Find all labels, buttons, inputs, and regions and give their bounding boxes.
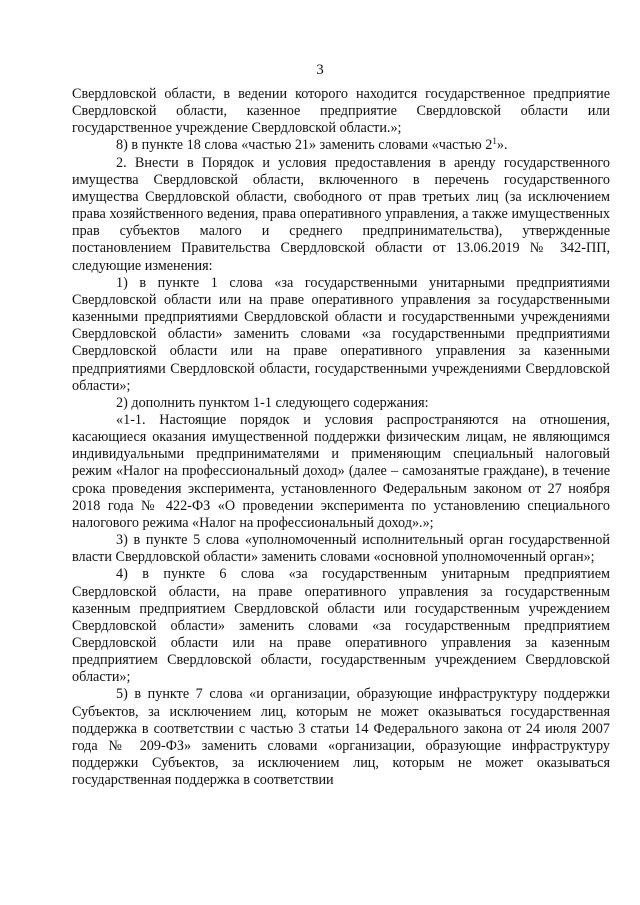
paragraph-subitem-4: 4) в пункте 6 слова «за государственным унитарным предприятием Свердловской области, на праве оперативного управления за государственным казенным предприятием Свердловской области или государственным учреждением Свердловской области» заменить словами «за государственным предприятием Свердловской области или на праве оперативного управления за казенным предприятием Свердловской области, государственным учреждением Свердловской области»;	[72, 566, 610, 686]
paragraph-subitem-1: 1) в пункте 1 слова «за государственными унитарными предприятиями Свердловской области или на праве оперативного управления за государственными казенными предприятиями Свердловской области и государственными учреждениями Свердловской области» заменить словами «за государственными предприятиями Свердловской области или на праве оперативного управления за казенными предприятиями Свердловской области, государственными учреждениями Свердловской области»;	[72, 274, 610, 394]
page-number: 3	[316, 62, 324, 78]
paragraph-quote-1-1: «1-1. Настоящие порядок и условия распространяются на отношения, касающиеся оказания имущественной поддержки физическим лицам, не являющимся индивидуальными предпринимателями и применяющим специальный налоговый режим «Налог на профессиональный доход» (далее – самозанятые граждане), в течение срока проведения эксперимента, установленного Федеральным законом от 27 ноября 2018 года № 422-ФЗ «О проведении эксперимента по установлению специального налогового режима «Налог на профессиональный доход».»;	[72, 411, 610, 531]
paragraph-continuation: Свердловской области, в ведении которого находится государственное предприятие Свердловской области, казенное предприятие Свердловской области или государственное учреждение Свердловской области.»;	[72, 86, 610, 137]
paragraph-item-8-tail: ».	[496, 137, 508, 154]
document-body	[72, 86, 610, 789]
paragraph-subitem-3: 3) в пункте 5 слова «уполномоченный исполнительный орган государственной власти Свердловской области» заменить словами «основной уполномоченный орган»;	[72, 532, 610, 566]
paragraph-item-8-text: 8) в пункте 18 слова «частью 21» заменить словами «частью 2	[116, 137, 493, 154]
paragraph-subitem-2: 2) дополнить пунктом 1-1 следующего содержания:	[116, 394, 429, 411]
superscript: 1	[492, 136, 497, 147]
paragraph-item-8	[72, 137, 610, 154]
paragraph-section-2: 2. Внести в Порядок и условия предоставления в аренду государственного имущества Свердловской области, включенного в перечень государственного имущества Свердловской области, свободного от прав третьих лиц (за исключением права хозяйственного ведения, права оперативного управления, а также имущественных прав субъектов малого и среднего предпринимательства), утвержденные постановлением Правительства Свердловской области от 13.06.2019 № 342-ПП, следующие изменения:	[72, 154, 610, 274]
paragraph-subitem-5: 5) в пункте 7 слова «и организации, образующие инфраструктуру поддержки Субъектов, за исключением лиц, которым не может оказываться государственная поддержка в соответствии с частью 3 статьи 14 Федерального закона от 24 июля 2007 года № 209-ФЗ» заменить словами «организации, образующие инфраструктуру поддержки Субъектов, за исключением лиц, которым не может оказываться государственная поддержка в соответствии	[72, 686, 610, 789]
